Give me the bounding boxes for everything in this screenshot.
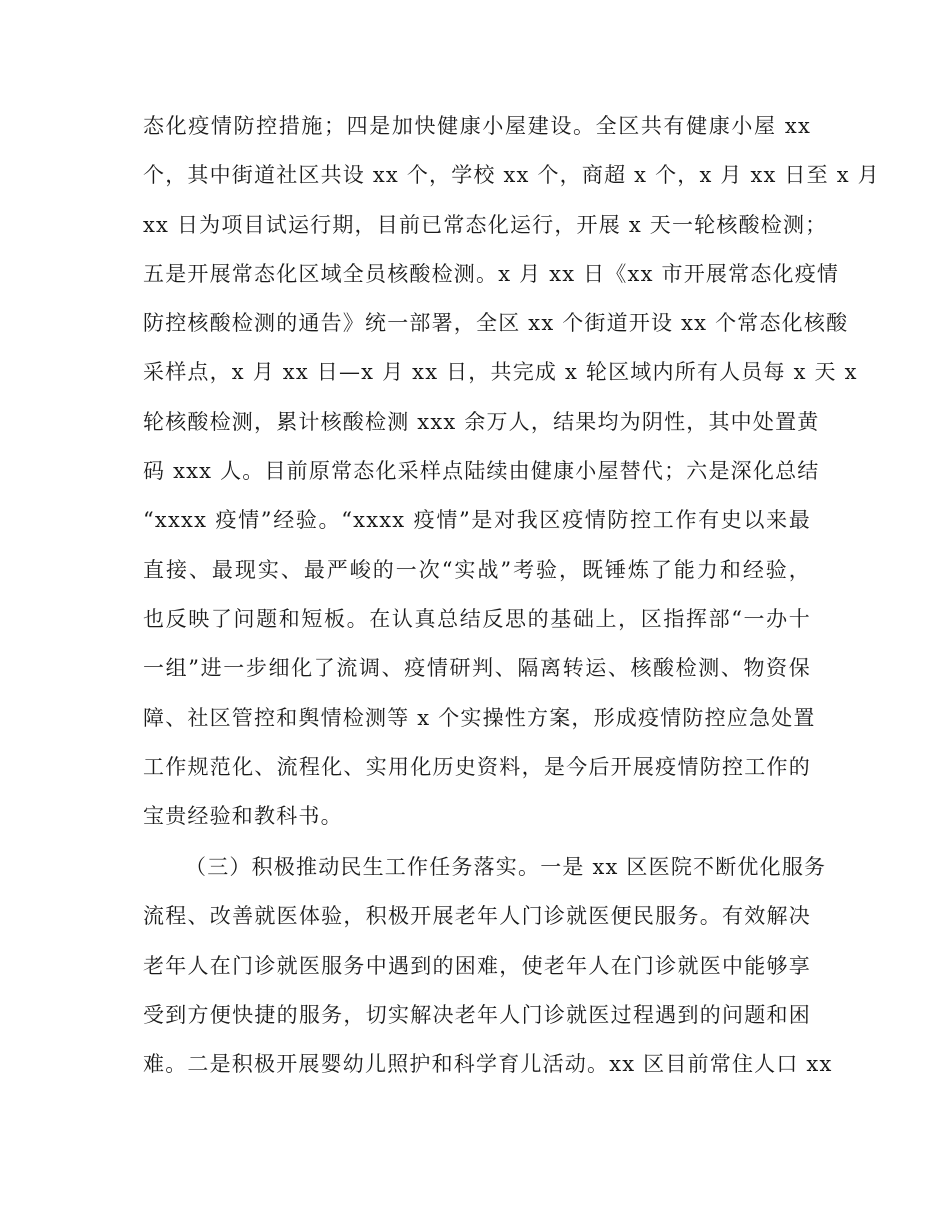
text-line: 老年人在门诊就医服务中遇到的困难，使老年人在门诊就医中能够享 (143, 953, 811, 978)
text-line: 流程、改善就医体验，积极开展老年人门诊就医便民服务。有效解决 (143, 904, 811, 929)
text-line: 宝贵经验和教科书。 (143, 804, 343, 829)
text-line: 工作规范化、流程化、实用化历史资料，是今后开展疫情防控工作的 (143, 754, 811, 779)
text-line: （三）积极推动民生工作任务落实。一是 xx 区医院不断优化服务 (185, 855, 827, 879)
text-line: 也反映了问题和短板。在认真总结反思的基础上，区指挥部“一办十 (143, 606, 811, 631)
text-line: 难。二是积极开展婴幼儿照护和科学育儿活动。xx 区目前常住人口 xx (143, 1052, 833, 1077)
text-line: 态化疫情防控措施；四是加快健康小屋建设。全区共有健康小屋 xx (143, 114, 811, 138)
text-line: 个，其中街道社区共设 xx 个，学校 xx 个，商超 x 个，x 月 xx 日至 x 月 (143, 163, 880, 188)
text-line: 轮核酸检测，累计核酸检测 xxx 余万人，结果均为阴性，其中处置黄 (143, 409, 820, 434)
text-line: 受到方便快捷的服务，切实解决老年人门诊就医过程遇到的问题和困 (143, 1002, 811, 1027)
text-line: “xxxx 疫情”经验。“xxxx 疫情”是对我区疫情防控工作有史以来最 (143, 508, 811, 533)
text-line: 一组”进一步细化了流调、疫情研判、隔离转运、核酸检测、物资保 (143, 656, 811, 681)
text-line: 五是开展常态化区域全员核酸检测。x 月 xx 日《xx 市开展常态化疫情 (143, 261, 840, 286)
text-line: 直接、最现实、最严峻的一次“实战”考验，既锤炼了能力和经验， (143, 557, 811, 582)
text-line: 码 xxx 人。目前原常态化采样点陆续由健康小屋替代；六是深化总结 (143, 459, 820, 484)
paragraph-epidemic-measures (143, 102, 880, 841)
text-line: 障、社区管控和舆情检测等 x 个实操性方案，形成疫情防控应急处置 (143, 705, 816, 730)
text-line: xx 日为项目试运行期，目前已常态化运行，开展 x 天一轮核酸检测； (143, 212, 828, 237)
text-line: 防控核酸检测的通告》统一部署，全区 xx 个街道开设 xx 个常态化核酸 (143, 311, 849, 336)
paragraph-livelihood-work (143, 843, 833, 1089)
text-line: 采样点，x 月 xx 日—x 月 xx 日，共完成 x 轮区域内所有人员每 x 天 x (143, 360, 858, 385)
